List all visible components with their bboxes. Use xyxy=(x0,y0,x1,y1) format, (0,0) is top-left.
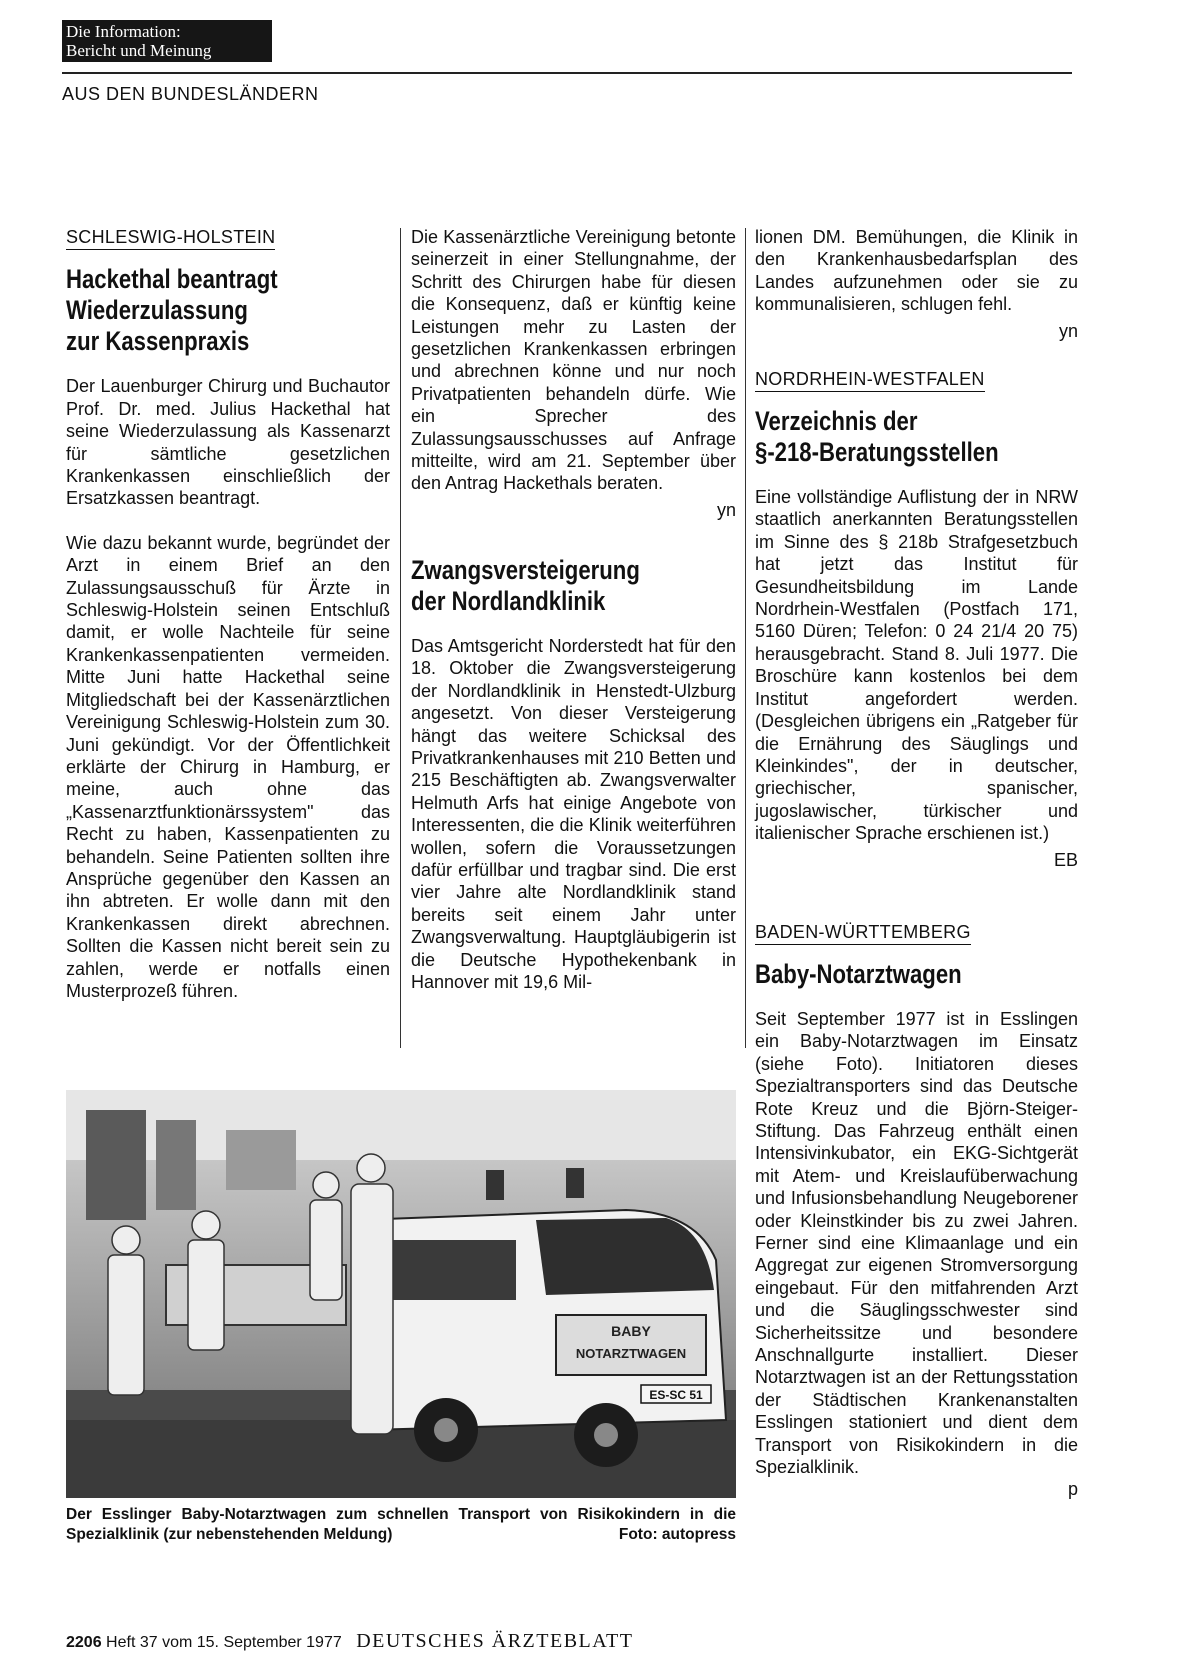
signature-line xyxy=(411,499,736,521)
photo-caption xyxy=(66,1505,736,1545)
column-2 xyxy=(411,226,736,1015)
section-title: AUS DEN BUNDESLÄNDERN xyxy=(62,84,319,104)
headline-line: Hackethal beantragt xyxy=(66,264,278,295)
column-3 xyxy=(755,226,1078,1501)
signature-line xyxy=(755,1478,1078,1500)
license-plate-text: ES-SC 51 xyxy=(649,1388,703,1402)
headline-nordlandklinik xyxy=(411,555,736,617)
header-rule xyxy=(62,72,1072,74)
rubric-line-2: Bericht und Meinung xyxy=(66,41,212,60)
headline-line: Verzeichnis der xyxy=(755,406,918,437)
signature-line xyxy=(755,320,1078,342)
headline-line: der Nordlandklinik xyxy=(411,585,606,616)
column-divider xyxy=(400,228,401,1048)
article-paragraph: Die Kassenärztliche Vereinigung betonte seinerzeit in einer Stellungnahme, der Schritt des Chirurgen habe für diesen die Konsequenz, daß er künftig keine Leistungen mehr zu Lasten der gesetzlichen Krankenkassen erbringen und abrechnen könne und nur noch Privatpatienten behandeln dürfe. Wie ein Sprecher des Zulassungsausschusses auf Anfrage mitteilte, wird am 21. September über den Antrag Hackethals beraten. xyxy=(411,227,736,494)
article-paragraph: Der Lauenburger Chirurg und Buchautor Prof. Dr. med. Julius Hackethal hat seine Wiederzulassung als Kassenarzt für sämtliche gesetzlichen Krankenkassen einschließlich der Ersatzkassen beantragt. xyxy=(66,376,390,509)
article-paragraph: Wie dazu bekannt wurde, begründet der Arzt in einem Brief an den Zulassungsausschuß für Ärzte in Schleswig-Holstein seinen Entschluß damit, er wolle Nachteile für seine Krankenkassenpatienten vermeiden. Mitte Juni hatte Hackethal seine Mitgliedschaft bei der Kassenärztlichen Vereinigung Schleswig-Holstein zum 30. Juni gekündigt. Vor der Öffentlichkeit erklärte der Chirurg in Hamburg, er meine, auch ohne das „Kassenarztfunktionärssystem" das Recht zu haben, Kassenpatienten zu behandeln. Seine Patienten sollten ihre Ansprüche gegenüber den Kassen an ihn abtreten. Er wolle dann mit den Krankenkassen direkt abrechnen. Sollten die Kassen nicht bereit sein zu zahlen, werde er notfalls einen Musterprozeß führen. xyxy=(66,532,390,1001)
van-siren-light xyxy=(566,1168,584,1198)
column-divider xyxy=(745,228,746,1048)
journal-name: DEUTSCHES ÄRZTEBLATT xyxy=(356,1630,634,1652)
article-paragraph: Seit September 1977 ist in Esslingen ein Baby-Notarztwagen im Einsatz (siehe Foto). Initiatoren dieses Spezialtransporters sind das Deutsche Rote Kreuz und die Björn-Steiger-Stiftung. Das Fahrzeug enthält einen Intensivinkubator, ein EKG-Sichtgerät mit Atem- und Kreislaufüberwachung und Infusionsbehandlung Neugeborener oder Kleinstkinder bis zu zwei Jahren. Ferner sind eine Klimaanlage und ein Aggregat zur eigenen Stromversorgung eingebaut. Für den mitfahrenden Arzt und die Säuglingsschwester sind Sicherheitssitze und besondere Anschnallgurte installiert. Dieser Notarztwagen ist an der Rettungsstation der Städtischen Krankenanstalten Esslingen stationiert und dient dem Transport von Risikokindern in die Spezialklinik. xyxy=(755,1008,1078,1478)
headline-beratungsstellen xyxy=(755,406,1078,468)
kicker-nordrhein-westfalen: NORDRHEIN-WESTFALEN xyxy=(755,368,985,392)
headline-line: zur Kassenpraxis xyxy=(66,326,250,357)
author-signature: EB xyxy=(1053,849,1078,870)
photo-illustration xyxy=(66,1090,736,1498)
kicker-schleswig-holstein: SCHLESWIG-HOLSTEIN xyxy=(66,226,275,250)
issue-info: Heft 37 vom 15. September 1977 xyxy=(106,1634,342,1651)
article-paragraph: Das Amtsgericht Norderstedt hat für den 18. Oktober die Zwangsversteigerung der Nordlandklinik in Henstedt-Ulzburg angesetzt. Von dieser Versteigerung hängt das weitere Schicksal des Privatkrankenhauses mit 210 Betten und 215 Beschäftigten ab. Zwangsverwalter Helmuth Arfs hat einige Angebote von Interessenten, die die Klinik weiterführen wollen, sofern die Voraussetzungen dafür erfüllbar und tragbar sind. Die erst vier Jahre alte Nordlandklinik stand bereits seit einem Jahr unter Zwangsverwaltung. Hauptgläubigerin ist die Deutsche Hypothekenbank in Hannover mit 19,6 Mil- xyxy=(411,635,736,992)
kicker-baden-wuerttemberg: BADEN-WÜRTTEMBERG xyxy=(755,921,971,945)
column-1 xyxy=(66,226,390,1024)
rubric-box xyxy=(62,20,272,62)
caption-text: Der Esslinger Baby-Notarztwagen zum schnellen Transport von Risikokindern in die Spezialklinik (zur nebenstehenden Meldung) xyxy=(66,1506,736,1543)
van-siren-light xyxy=(486,1170,504,1200)
headline-line: Wiederzulassung xyxy=(66,295,248,326)
van-sign-line-1: BABY xyxy=(611,1323,651,1339)
headline-line: Zwangsversteigerung xyxy=(411,554,640,585)
signature-line xyxy=(755,849,1078,871)
headline-baby-notarztwagen xyxy=(755,959,1078,990)
page-number: 2206 xyxy=(66,1634,102,1651)
photo-credit: Foto: autopress xyxy=(618,1526,736,1543)
article-paragraph: Eine vollständige Auflistung der in NRW staatlich anerkannten Beratungsstellen im Sinne des § 218b Strafgesetzbuch hat jetzt das Institut für Gesundheitsbildung im Lande Nordrhein-Westfalen (Postfach 171, 5160 Düren; Telefon: 0 24 21/4 20 75) herausgebracht. Stand 8. Juli 1977. Die Broschüre kann kostenlos bei dem Institut angefordert werden. (Desgleichen übrigens ein „Ratgeber für die Ernährung des Säuglings und Kleinkindes", der in deutscher, griechischer, spanischer, jugoslawischer, türkischer und italienischer Sprache erschienen ist.) xyxy=(755,487,1078,844)
page-footer xyxy=(66,1630,633,1653)
headline-line: Baby-Notarztwagen xyxy=(755,958,962,989)
rubric-line-1: Die Information: xyxy=(66,22,181,41)
van-sign-line-2: NOTARZTWAGEN xyxy=(575,1346,687,1361)
author-signature: yn xyxy=(1058,320,1078,341)
article-paragraph: lionen DM. Bemühungen, die Klinik in den Krankenhausbedarfsplan des Landes aufzunehmen oder sie zu kommunalisieren, schlugen fehl. xyxy=(755,227,1078,315)
headline-hackethal xyxy=(66,264,390,357)
ambulance-photo xyxy=(66,1090,736,1498)
headline-line: §-218-Beratungsstellen xyxy=(755,437,999,468)
author-signature: p xyxy=(1067,1479,1078,1500)
author-signature: yn xyxy=(716,499,736,520)
